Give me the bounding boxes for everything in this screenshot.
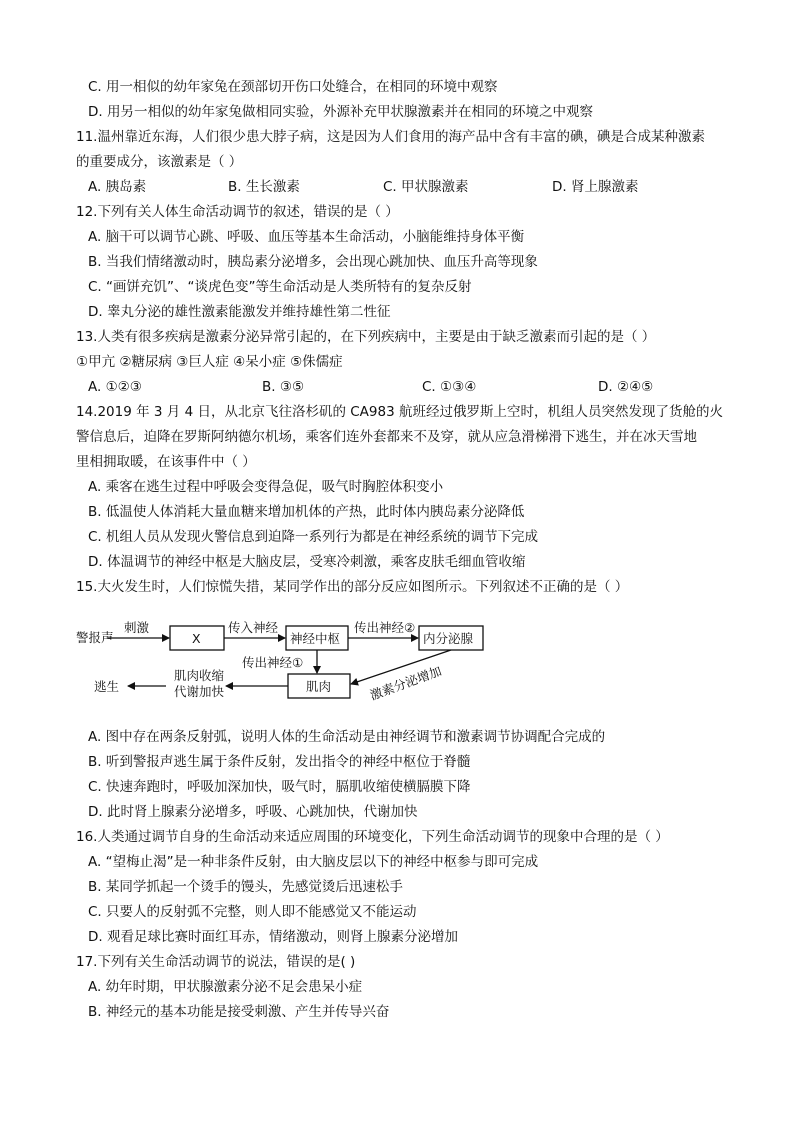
option-a: A. ①②③ bbox=[88, 379, 142, 395]
question-11-stem-2: 的重要成分，该激素是（ ） bbox=[76, 154, 243, 170]
question-15-option-a: A. 图中存在两条反射弧，说明人体的生命活动是由神经调节和激素调节协调配合完成的 bbox=[88, 729, 606, 745]
question-14-stem-2: 警信息后，迫降在罗斯阿纳德尔机场，乘客们连外套都来不及穿，就从应急滑梯滑下逃生，并在冰天雪地 bbox=[76, 429, 697, 445]
question-14-option-d: D. 体温调节的神经中枢是大脑皮层，受寒冷刺激，乘客皮肤毛细血管收缩 bbox=[88, 554, 526, 570]
question-15-option-b: B. 听到警报声逃生属于条件反射，发出指令的神经中枢位于脊髓 bbox=[88, 754, 471, 770]
question-14-option-c: C. 机组人员从发现火警信息到迫降一系列行为都是在神经系统的调节下完成 bbox=[88, 529, 539, 545]
question-16-stem: 16.人类通过调节自身的生命活动来适应周围的环境变化，下列生命活动调节的现象中合理的是（ ） bbox=[76, 829, 669, 845]
option-b: B. 生长激素 bbox=[228, 179, 300, 195]
question-13-options bbox=[88, 377, 708, 397]
question-16-option-c: C. 只要人的反射弧不完整，则人即不能感觉又不能运动 bbox=[88, 904, 417, 920]
question-15-stem: 15.大火发生时，人们惊慌失措，某同学作出的部分反应如图所示。下列叙述不正确的是（ ） bbox=[76, 579, 629, 595]
question-14-stem-1: 14.2019 年 3 月 4 日，从北京飞往洛杉矶的 CA983 航班经过俄罗斯上空时，机组人员突然发现了货舱的火 bbox=[76, 404, 723, 420]
question-14-stem-3: 里相拥取暖，在该事件中（ ） bbox=[76, 454, 256, 470]
question-12-option-d: D. 睾丸分泌的雄性激素能激发并维持雄性第二性征 bbox=[88, 304, 391, 320]
alarm-label: 警报声 bbox=[76, 630, 114, 645]
question-12-option-a: A. 脑干可以调节心跳、呼吸、血压等基本生命活动，小脑能维持身体平衡 bbox=[88, 229, 525, 245]
question-13-disease-list: ①甲亢 ②糖尿病 ③巨人症 ④呆小症 ⑤侏儒症 bbox=[76, 354, 343, 370]
option-a: A. 胰岛素 bbox=[88, 179, 147, 195]
question-11-options bbox=[88, 177, 708, 197]
question-12-option-b: B. 当我们情绪激动时，胰岛素分泌增多，会出现心跳加快、血压升高等现象 bbox=[88, 254, 538, 270]
option-d: D. ②④⑤ bbox=[598, 379, 654, 395]
question-16-option-a: A. “望梅止渴”是一种非条件反射，由大脑皮层以下的神经中枢参与即可完成 bbox=[88, 854, 539, 870]
reflex-flow-diagram bbox=[76, 612, 516, 712]
option-c: C. 甲状腺激素 bbox=[383, 179, 469, 195]
option-b: B. ③⑤ bbox=[262, 379, 305, 395]
line-c-prev: C. 用一相似的幼年家兔在颈部切开伤口处缝合，在相同的环境中观察 bbox=[88, 79, 498, 95]
hormone-label: 激素分泌增加 bbox=[367, 663, 444, 703]
question-17-option-a: A. 幼年时期，甲状腺激素分泌不足会患呆小症 bbox=[88, 979, 363, 995]
question-11-stem-1: 11.温州靠近东海，人们很少患大脖子病，这是因为人们食用的海产品中含有丰富的碘，碘是合成某种激素 bbox=[76, 129, 705, 145]
question-15-option-c: C. 快速奔跑时，呼吸加深加快，吸气时，膈肌收缩使横膈膜下降 bbox=[88, 779, 471, 795]
option-d: D. 肾上腺激素 bbox=[552, 179, 639, 195]
x-label: X bbox=[192, 631, 201, 646]
question-14-option-b: B. 低温使人体消耗大量血糖来增加机体的产热，此时体内胰岛素分泌降低 bbox=[88, 504, 525, 520]
effect-label-2: 代谢加快 bbox=[174, 684, 225, 699]
center-label: 神经中枢 bbox=[290, 631, 341, 646]
question-16-option-b: B. 某同学抓起一个烫手的馒头，先感觉烫后迅速松手 bbox=[88, 879, 403, 895]
question-16-option-d: D. 观看足球比赛时面红耳赤，情绪激动，则肾上腺素分泌增加 bbox=[88, 929, 458, 945]
question-17-stem: 17.下列有关生命活动调节的说法，错误的是( ) bbox=[76, 954, 356, 970]
escape-label: 逃生 bbox=[94, 679, 120, 694]
question-17-option-b: B. 神经元的基本功能是接受刺激、产生并传导兴奋 bbox=[88, 1004, 390, 1020]
question-12-option-c: C. “画饼充饥”、“谈虎色变”等生命活动是人类所特有的复杂反射 bbox=[88, 279, 472, 295]
question-13-stem: 13.人类有很多疾病是激素分泌异常引起的，在下列疾病中，主要是由于缺乏激素而引起的是（ ） bbox=[76, 329, 656, 345]
efferent-2-label: 传出神经② bbox=[354, 620, 416, 635]
effect-label-1: 肌肉收缩 bbox=[174, 668, 225, 683]
endocrine-label: 内分泌腺 bbox=[423, 631, 474, 646]
muscle-label: 肌肉 bbox=[306, 679, 332, 694]
question-14-option-a: A. 乘客在逃生过程中呼吸会变得急促，吸气时胸腔体积变小 bbox=[88, 479, 444, 495]
afferent-label: 传入神经 bbox=[228, 620, 279, 635]
line-d-prev: D. 用另一相似的幼年家兔做相同实验，外源补充甲状腺激素并在相同的环境之中观察 bbox=[88, 104, 593, 120]
efferent-1-label: 传出神经① bbox=[242, 655, 304, 670]
question-15-option-d: D. 此时肾上腺素分泌增多，呼吸、心跳加快，代谢加快 bbox=[88, 804, 418, 820]
stimulus-label: 刺激 bbox=[124, 620, 150, 635]
option-c: C. ①③④ bbox=[422, 379, 477, 395]
question-12-stem: 12.下列有关人体生命活动调节的叙述，错误的是（ ） bbox=[76, 204, 399, 220]
